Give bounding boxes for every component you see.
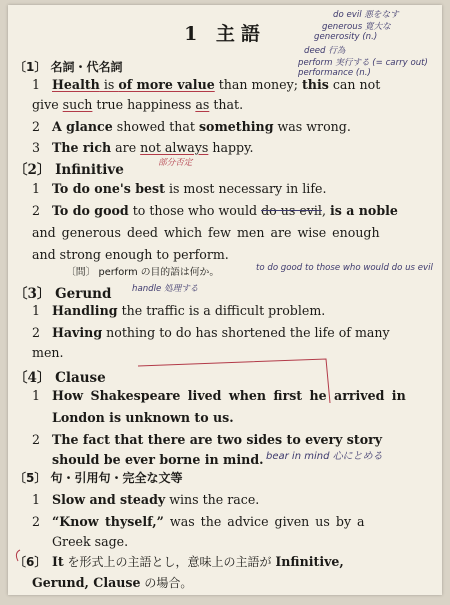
s4-line-4: should be ever borne in mind. (52, 452, 264, 467)
page-title: 1 主語 (184, 23, 266, 45)
s4-line-2: London is unknown to us. (52, 410, 234, 425)
note-generosity: generosity (n.) (314, 32, 378, 42)
s2-question: 〔問〕 perform の目的語は何か。 (66, 267, 220, 278)
s2-line-4: and strong enough to perform. (32, 247, 229, 262)
s3-line-1: 1 Handling the traffic is a difficult problem. (32, 303, 326, 318)
s4-line-3: 2 The fact that there are two sides to every story (32, 432, 383, 447)
s1-line-4: 3 The rich are not always happy. (32, 140, 254, 155)
note-do-evil: do evil 悪をなす (333, 10, 399, 20)
note-generous: generous 寛大な (322, 22, 391, 32)
section-heading-phrase: 〔5〕 句・引用句・完全な文等 (14, 471, 183, 485)
s2-line-2: 2 To do good to those who would do us evil, is a noble (32, 203, 398, 218)
s5-line-2: 2 “Know thyself,” was the advice given us by a (32, 514, 365, 529)
s6-line-2: Gerund, Clause の場合。 (32, 575, 193, 590)
note-perform-object: to do good to those who would do us evil (256, 263, 433, 273)
note-partial-negation: 部分否定 (158, 158, 193, 168)
textbook-page (8, 5, 442, 595)
note-bear-in-mind: bear in mind 心にとめる (266, 451, 383, 462)
s5-line-1: 1 Slow and steady wins the race. (32, 492, 260, 507)
section-heading-noun: 〔1〕 名詞・代名詞 (14, 60, 123, 74)
s5-line-3: Greek sage. (52, 534, 129, 549)
s1-line-3: 2 A glance showed that something was wrong. (32, 119, 351, 134)
section-heading-gerund: 〔3〕 Gerund (14, 286, 112, 302)
section-heading-clause: 〔4〕 Clause (14, 370, 106, 386)
note-deed: deed 行為 (304, 46, 346, 56)
s3-line-3: men. (32, 345, 64, 360)
s2-line-3: and generous deed which few men are wise enough (32, 225, 380, 240)
section-heading-infinitive: 〔2〕 Infinitive (14, 162, 124, 178)
s1-line-2: give such true happiness as that. (32, 97, 244, 112)
note-perform: perform 実行する (= carry out) (298, 58, 428, 68)
section-heading-formal-subject: 〔6〕 (14, 555, 47, 569)
s4-line-1: 1 How Shakespeare lived when first he arrived in (32, 388, 406, 403)
s6-line-1: It を形式上の主語とし，意味上の主語が Infinitive, (52, 554, 344, 569)
s2-line-1: 1 To do one's best is most necessary in life. (32, 181, 327, 196)
note-performance: performance (n.) (298, 68, 371, 78)
note-handle: handle 処理する (132, 284, 199, 294)
s3-line-2: 2 Having nothing to do has shortened the life of many (32, 325, 390, 340)
s1-line-1: 1 Health is of more value than money; this can not (32, 77, 381, 92)
